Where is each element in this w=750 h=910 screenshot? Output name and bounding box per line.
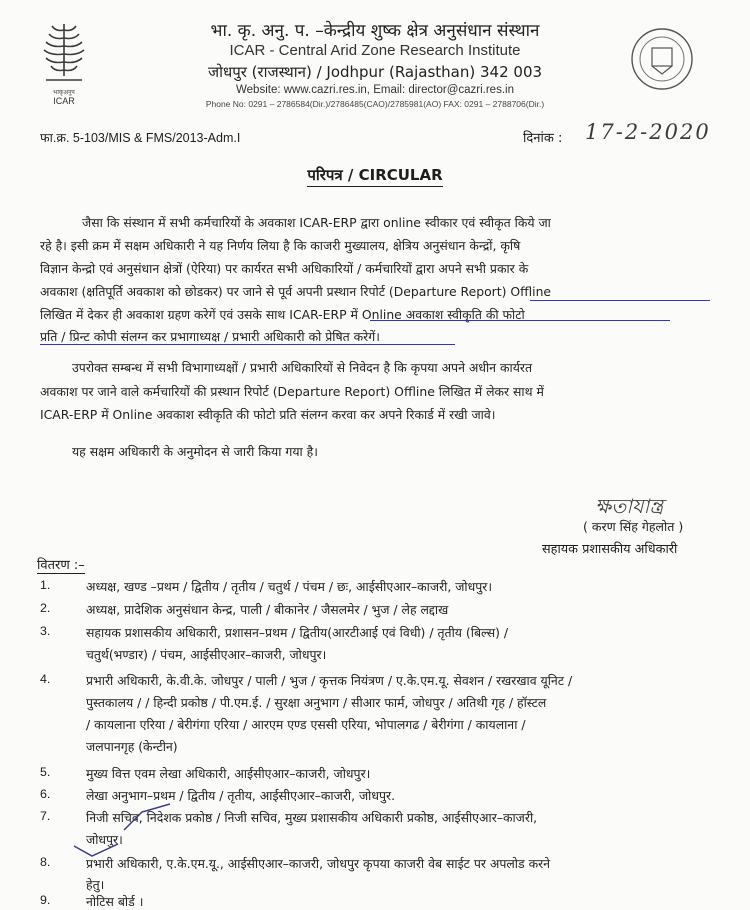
institute-location: जोधपुर (राजस्थान) / Jodhpur (Rajasthan) 342 003: [207, 63, 543, 81]
distribution-item: चतुर्थ(भण्डार) / पंचम, आईसीएआर–काजरी, जोधपुर।: [86, 647, 327, 662]
item-number: 9.: [40, 893, 51, 907]
item-number: 3.: [40, 624, 51, 638]
distribution-item: मुख्य वित्त एवम लेखा अधिकारी, आईसीएआर–काजरी, जोधपुर।: [86, 766, 371, 781]
item-number: 8.: [40, 855, 51, 869]
distribution-item: जलपानगृह (केन्टीन): [86, 739, 178, 754]
item-number: 1.: [40, 578, 51, 592]
distribution-item: प्रभारी अधिकारी, के.वी.के. जोधपुर / पाली / भुज / कृत्तक नियंत्रण / ए.के.एम.यू. सेवशन / रखरखाव यूनिट /: [86, 673, 573, 688]
para1-line: विज्ञान केन्द्रो एवं अनुसंधान क्षेत्रों (ऐरिया) पर कार्यरत सभी अधिकारियों / कर्मचारियों द्वारा अपने सभी प्रकार के: [40, 261, 529, 276]
handwritten-signature: ক্ষতাযান্ত্র: [595, 494, 664, 518]
item-number: 6.: [40, 787, 51, 801]
svg-text:भाकृअनुप: भाकृअनुप: [53, 89, 75, 96]
distribution-item: / कायलाना एरिया / बेरीगंगा एरिया / आरएम एण्ड एससी एरिया, भोपालगढ / बेरीगंगा / कायलाना /: [86, 717, 526, 732]
para1-line: रहे है। इसी क्रम में सक्षम अधिकारी ने यह निर्णय लिया है कि काजरी मुख्यालय, क्षेत्रिय अनुसंधान केन्द्रों, कृषि: [40, 238, 521, 253]
para2-line: ICAR-ERP में Online अवकाश स्वीकृति की फोटो प्रति संलग्न करवा कर अपने रिकार्ड में रखी जावे।: [40, 407, 496, 422]
pen-checkmark: [72, 838, 122, 868]
item-number: 7.: [40, 809, 51, 823]
distribution-item: पुस्तकालय / / हिन्दी प्रकोष्ठ / पी.एम.ई. / सुरक्षा अनुभाग / सीआर फार्म, जोधपुर / अतिथी गृह / हॉस्टल: [86, 695, 547, 710]
pen-underline: [370, 320, 670, 321]
signatory-designation: सहायक प्रशासकीय अधिकारी: [542, 542, 678, 557]
item-number: 2.: [40, 601, 51, 615]
pen-underline: [530, 300, 710, 301]
logo-caption: ICAR: [53, 96, 75, 106]
reference-number: फा.क्र. 5-103/MIS & FMS/2013-Adm.I: [40, 131, 241, 145]
contact-line: Website: www.cazri.res.in, Email: director@cazri.res.in: [236, 84, 514, 96]
para1-line: प्रति / प्रिन्ट कोपी संलग्न कर प्रभागाध्यक्ष / प्रभारी अधिकारी को प्रेषित करेगें।: [40, 329, 380, 344]
circular-title: परिपत्र / CIRCULAR: [0, 165, 750, 185]
item-number: 4.: [40, 672, 51, 686]
distribution-item: प्रभारी अधिकारी, ए.के.एम.यू., आईसीएआर–काजरी, जोधपुर कृपया काजरी वेब साईट पर अपलोड करने: [86, 856, 551, 871]
distribution-item: निजी सचिव, निदेशक प्रकोष्ठ / निजी सचिव, मुख्य प्रशासकीय अधिकारी प्रकोष्ठ, आईसीएआर–काजरी,: [86, 810, 538, 825]
institute-title-hindi: भा. कृ. अनु. प. –केन्द्रीय शुष्क क्षेत्र अनुसंधान संस्थान: [210, 21, 540, 41]
para1-line: लिखित में देकर ही अवकाश ग्रहण करेगें एवं उसके साथ ICAR-ERP में Online अवकाश स्वीकृति की फोटो: [40, 307, 525, 322]
distribution-item: अध्यक्ष, खण्ड –प्रथम / द्वितीय / तृतीय / चतुर्थ / पंचम / छः, आईसीएआर–काजरी, जोधपुर।: [86, 579, 493, 594]
institute-title-english: ICAR - Central Arid Zone Research Institute: [229, 42, 521, 59]
distribution-item: जोधपुर।: [86, 832, 123, 847]
distribution-item: लेखा अनुभाग–प्रथम / द्वितीय / तृतीय, आईसीएआर–काजरी, जोधपुर.: [86, 788, 396, 803]
para1-line: अवकाश (क्षतिपूर्ति अवकाश को छोडकर) पर जाने से पूर्व अपनी प्रस्थान रिपोर्ट (Departure Report) Offline: [40, 284, 552, 299]
date-label: दिनांक :: [523, 131, 563, 146]
para2-line: उपरोक्त सम्बन्ध में सभी विभागाध्यक्षों / प्रभारी अधिकारियों से निवेदन है कि कृपया अपने अधीन कार्यरत: [72, 360, 533, 375]
distribution-item: हेतु।: [86, 877, 105, 892]
distribution-heading: वितरण :–: [37, 558, 85, 573]
phone-line: Phone No: 0291 – 2786584(Dir.)/2786485(CAO)/2785981(AO) FAX: 0291 – 2788706(Dir.): [205, 99, 545, 109]
distribution-item: नोटिस बोर्ड ।: [86, 894, 144, 909]
pen-underline: [40, 344, 455, 345]
para1-line: जैसा कि संस्थान में सभी कर्मचारियों के अवकाश ICAR-ERP द्वारा online स्वीकार एवं स्वीकृत किये जा: [82, 215, 551, 230]
para2-line: अवकाश पर जाने वाले कर्मचारियों की प्रस्थान रिपोर्ट (Departure Report) Offline लिखित में लेकर साथ में: [40, 384, 544, 399]
distribution-item: सहायक प्रशासकीय अधिकारी, प्रशासन–प्रथम / द्वितीय(आरटीआई एवं विधी) / तृतीय (बिल्स) /: [86, 625, 509, 640]
date-value: 17-2-2020: [585, 120, 711, 144]
item-number: 5.: [40, 765, 51, 779]
pen-checkmark: [120, 800, 180, 840]
signatory-name: ( करण सिंह गेहलोत ): [583, 519, 684, 534]
distribution-item: अध्यक्ष, प्रादेशिक अनुसंधान केन्द्र, पाली / बीकानेर / जैसलमेर / भुज / लेह लद्दाख: [86, 602, 449, 617]
approval-note: यह सक्षम अधिकारी के अनुमोदन से जारी किया गया है।: [72, 444, 318, 459]
